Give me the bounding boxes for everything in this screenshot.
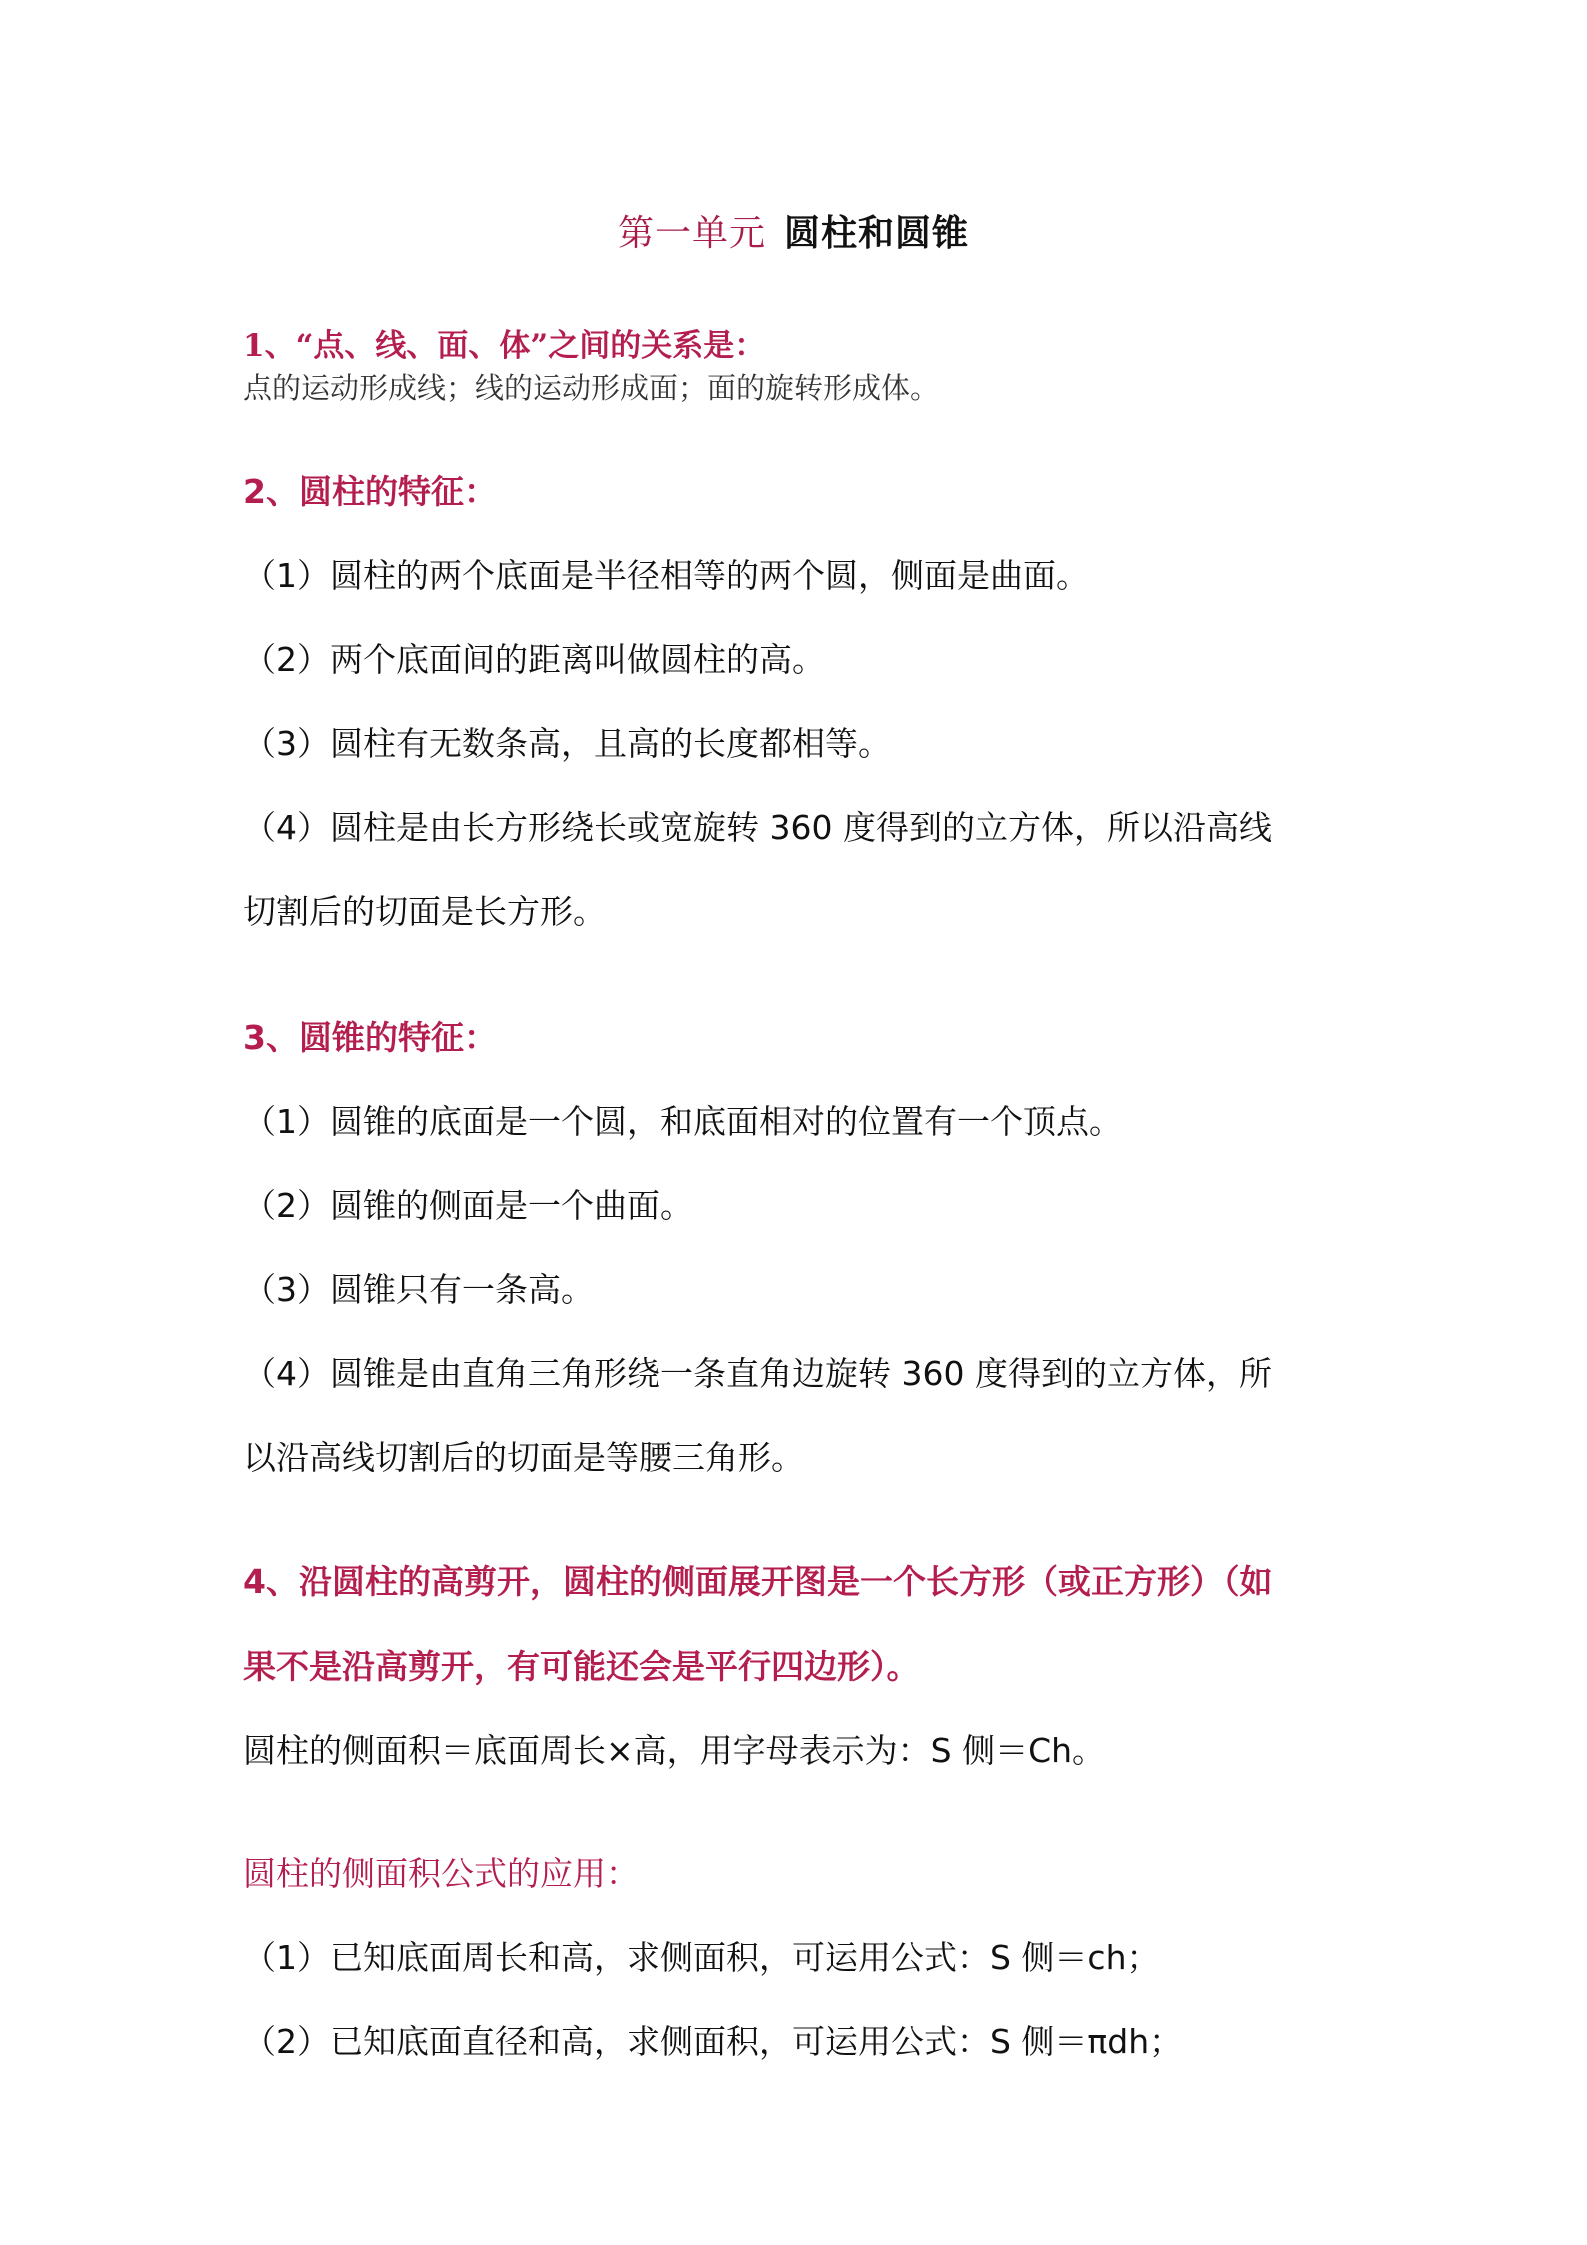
section4-heading-continued: 果不是沿高剪开，有可能还会是平行四边形）。 <box>243 1647 920 1686</box>
section3-item: （4）圆锥是由直角三角形绕一条直角边旋转 360 度得到的立方体，所 <box>243 1354 1272 1393</box>
section2-item-continued: 切割后的切面是长方形。 <box>243 892 606 931</box>
section2-item: （3）圆柱有无数条高，且高的长度都相等。 <box>243 724 891 763</box>
page-title <box>0 205 1587 256</box>
section5-item: （2）已知底面直径和高，求侧面积，可运用公式：S 侧＝πdh； <box>243 2022 1183 2061</box>
section3-item: （2）圆锥的侧面是一个曲面。 <box>243 1186 693 1225</box>
unit-label: 第一单元 <box>617 213 766 254</box>
section4-heading: 4、沿圆柱的高剪开，圆柱的侧面展开图是一个长方形（或正方形）（如 <box>243 1562 1273 1601</box>
lateral-area-formula: 圆柱的侧面积＝底面周长×高，用字母表示为：S 侧＝Ch。 <box>243 1731 1106 1770</box>
section5-heading: 圆柱的侧面积公式的应用： <box>243 1854 639 1893</box>
section5-item: （1）已知底面周长和高，求侧面积，可运用公式：S 侧＝ch； <box>243 1938 1160 1977</box>
section2-heading: 2、圆柱的特征： <box>243 472 497 511</box>
section2-item: （4）圆柱是由长方形绕长或宽旋转 360 度得到的立方体，所以沿高线 <box>243 808 1272 847</box>
section2-item: （1）圆柱的两个底面是半径相等的两个圆，侧面是曲面。 <box>243 556 1089 595</box>
section1-body: 点的运动形成线；线的运动形成面；面的旋转形成体。 <box>243 371 940 405</box>
section3-item: （3）圆锥只有一条高。 <box>243 1270 594 1309</box>
section3-item: （1）圆锥的底面是一个圆，和底面相对的位置有一个顶点。 <box>243 1102 1122 1141</box>
unit-topic: 圆柱和圆锥 <box>784 212 970 254</box>
section1-heading: 1、“点、线、面、体”之间的关系是： <box>243 328 766 364</box>
section3-item-continued: 以沿高线切割后的切面是等腰三角形。 <box>243 1438 804 1477</box>
section2-item: （2）两个底面间的距离叫做圆柱的高。 <box>243 640 825 679</box>
section3-heading: 3、圆锥的特征： <box>243 1018 497 1057</box>
